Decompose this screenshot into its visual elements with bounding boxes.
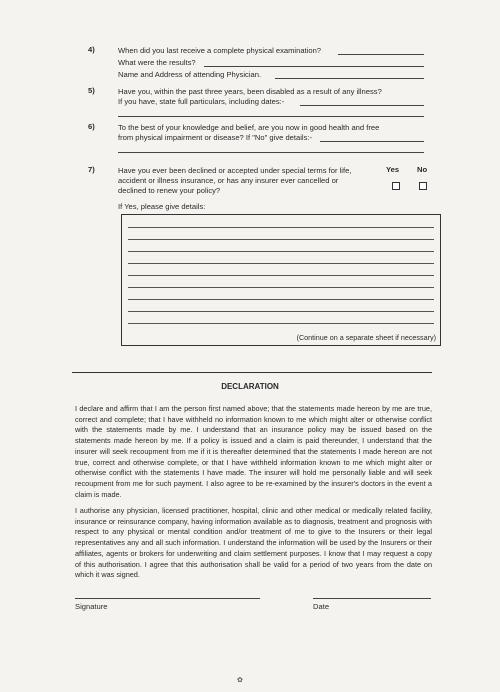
question-5-text: Have you, within the past three years, been disabled as a result of any illness?: [118, 87, 382, 96]
no-label: No: [417, 165, 428, 174]
question-4-results-line[interactable]: [204, 66, 424, 67]
details-line: [128, 239, 434, 240]
question-4-physician-label: Name and Address of attending Physician.: [118, 70, 262, 79]
question-7-text-line-3: declined to renew your policy?: [118, 186, 221, 195]
question-7-text-line-2: accident or illness insurance, or has any insurer ever cancelled or: [118, 176, 339, 185]
continue-note: (Continue on a separate sheet if necessary): [296, 333, 436, 342]
details-line: [128, 227, 434, 228]
declaration-title: DECLARATION: [221, 382, 279, 391]
question-4-answer-line[interactable]: [338, 54, 424, 55]
date-line[interactable]: [313, 598, 431, 599]
declaration-paragraph-1: I declare and affirm that I am the person first named above; that the statements made hereon by me are true, correct and complete; that I have withheld no information known to me which might alter or otherwise conflict with the statements made by me. I understand that an insurance policy may be issued based on the statements made hereon by me. If a policy is issued and a claim is paid thereunder, I understand that the insurer will seek recoupment from me if it is thereafter determined that the statements I made hereon are not true, correct and otherwise complete, or that I have withheld information known to me which might alter or otherwise conflict with the statements I have made. The insurer will hold me personally liable and will seek recoupment from me for such payment. I also agree to be re-examined by the insurer's doctors in the event a claim is made.: [75, 404, 432, 499]
printer-logo: [237, 676, 243, 684]
question-5-answer-line-1[interactable]: [300, 105, 424, 106]
yes-checkbox[interactable]: [392, 182, 400, 190]
question-5-particulars-label: If you have, state full particulars, including dates:-: [118, 97, 285, 106]
question-7-number: 7): [88, 165, 95, 174]
question-4-physician-line[interactable]: [275, 78, 424, 79]
details-line: [128, 311, 434, 312]
details-line: [128, 287, 434, 288]
printer-logo-icon: ✿: [237, 677, 243, 684]
question-4-results-label: What were the results?: [118, 58, 196, 67]
details-line: [128, 275, 434, 276]
question-6-details-label: from physical impairment or disease? If "No" give details:-: [118, 133, 313, 142]
details-line: [128, 263, 434, 264]
details-box[interactable]: [121, 214, 441, 346]
date-label: Date: [313, 602, 330, 611]
no-checkbox[interactable]: [419, 182, 427, 190]
question-6-text: To the best of your knowledge and belief, are you now in good health and free: [118, 123, 380, 132]
question-5-answer-line-2[interactable]: [118, 116, 424, 117]
section-divider: [72, 372, 432, 373]
signature-label: Signature: [75, 602, 108, 611]
details-line: [128, 299, 434, 300]
question-6-answer-line-2[interactable]: [118, 152, 424, 153]
declaration-paragraph-2: I authorise any physician, licensed practitioner, hospital, clinic and other medical or medically related facility, insurance or reinsurance company, having information available as to diagnosis, treatment and prognosis with respect to any physical or mental condition and/or treatment of me to give to the Insurers or their legal representatives any and all such information. I understand the information will be used by the Insurers or their affiliates, agents or brokers for underwriting and claim settlement purposes. I know that I may request a copy of this authorisation. I agree that this authorisation shall be valid for a period of two years from the date on which it was signed.: [75, 506, 432, 580]
question-7-text-line-1: Have you ever been declined or accepted under special terms for life,: [118, 166, 352, 175]
details-line: [128, 251, 434, 252]
question-5-number: 5): [88, 86, 95, 95]
details-line: [128, 323, 434, 324]
question-6-answer-line-1[interactable]: [320, 141, 424, 142]
signature-line[interactable]: [75, 598, 260, 599]
yes-label: Yes: [386, 165, 400, 174]
details-prompt: If Yes, please give details:: [118, 202, 206, 211]
question-6-number: 6): [88, 122, 95, 131]
question-4-text: When did you last receive a complete physical examination?: [118, 46, 322, 55]
question-4-number: 4): [88, 45, 95, 54]
